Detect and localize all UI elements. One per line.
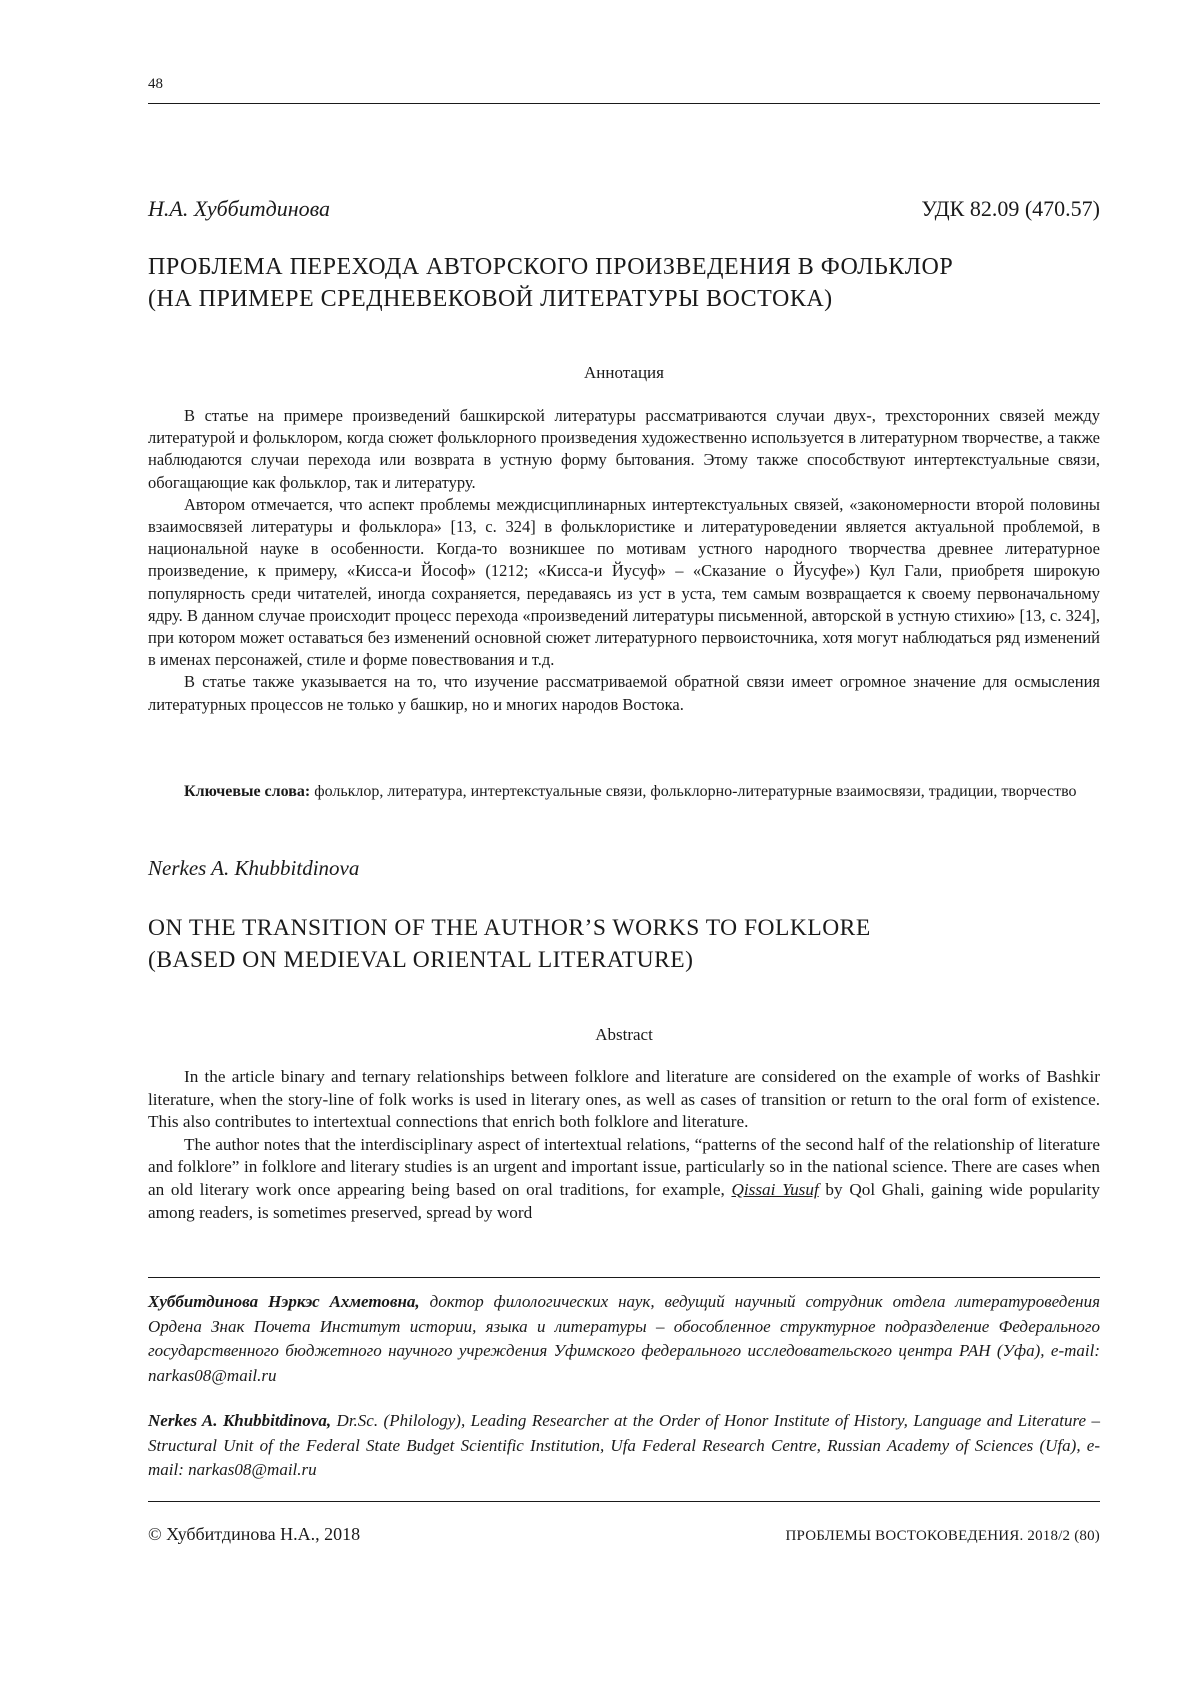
title-en-line-2: (BASED ON MEDIEVAL ORIENTAL LITERATURE) [148, 947, 694, 973]
affiliation-ru-name: Хуббитдинова Нэркэс Ахметовна, [148, 1292, 420, 1311]
annotation-paragraph-3: В статье также указывается на то, что изучение рассматриваемой обратной связи имеет огромное значение для осмысления литературных процессов не только у башкир, но и многих народов Востока. [148, 672, 1100, 714]
affiliation-en [148, 1409, 1100, 1483]
affiliation-top-rule [148, 1277, 1100, 1278]
author-udc-line [148, 196, 1100, 222]
title-en-line-1: ON THE TRANSITION OF THE AUTHOR’S WORKS TO FOLKLORE [148, 915, 871, 941]
title-ru-line-2: (НА ПРИМЕРЕ СРЕДНЕВЕКОВОЙ ЛИТЕРАТУРЫ ВОСТОКА) [148, 286, 833, 312]
affiliation-en-text: Dr.Sc. (Philology), Leading Researcher at the Order of Honor Institute of History, Language and Literature – Structural Unit of the Federal State Budget Scientific Institution, Ufa Federal Research Centre, Russian Academy of Sciences (Ufa), e-mail: narkas08@mail.ru [148, 1411, 1100, 1479]
article-title-en [148, 912, 1100, 976]
abstract-body [148, 1066, 1100, 1224]
author-name-en: Nerkes A. Khubbitdinova [148, 856, 360, 880]
abstract-heading: Abstract [595, 1025, 653, 1044]
affiliation-ru-text: доктор филологических наук, ведущий научный сотрудник отдела литературоведения Ордена Знак Почета Институт истории, языка и литературы – обособленное структурное подразделение Федерального государственного бюджетного научного учреждения Уфимского федерального исследовательского центра РАН (Уфа), e-mail: narkas08@mail.ru [148, 1292, 1100, 1385]
annotation-body [148, 405, 1100, 716]
footer-rule [148, 1501, 1100, 1502]
annotation-heading: Аннотация [584, 363, 664, 382]
affiliation-en-name: Nerkes A. Khubbitdinova, [148, 1411, 332, 1430]
keywords-label: Ключевые слова: [184, 783, 311, 800]
keywords [148, 781, 1100, 803]
annotation-paragraph-1: В статье на примере произведений башкирской литературы рассматриваются случаи двух-, трехсторонних связей между литературой и фольклором, когда сюжет фольклорного произведения художественно используется в литературном творчестве, а также наблюдаются случаи перехода или возврата в устную форму бытования. Этому также способствуют интертекстуальные связи, обогащающие как фольклор, так и литературу. [148, 406, 1100, 492]
abstract-paragraph-2 [148, 1134, 1100, 1224]
keywords-text: фольклор, литература, интертекстуальные связи, фольклорно-литературные взаимосвязи, традиции, творчество [310, 783, 1077, 800]
annotation-paragraph-2: Автором отмечается, что аспект проблемы междисциплинарных интертекстуальных связей, «закономерности второй половины взаимосвязей литературы и фольклора» [13, с. 324] в фольклористике и литературоведении является актуальной проблемой, в национальной науке в особенности. Когда-то возникшее по мотивам устного народного творчества древнее литературное произведение, к примеру, «Кисса-и Йософ» (1212; «Кисса-и Йусуф» – «Сказание о Йусуфе») Кул Гали, приобретя широкую популярность среди читателей, иногда сохраняется, передаваясь из уст в уста, тем самым возвращается к своему первоначальному ядру. В данном случае происходит процесс перехода «произведений литературы письменной, авторской в устную стихию» [13, с. 324], при котором может оставаться без изменений основной сюжет литературного первоисточника, хотя могут наблюдаться ряд изменений в именах персонажей, стиле и форме повествования и т.д. [148, 494, 1100, 670]
work-title-qissai-yusuf: Qissai Yusuf [731, 1179, 819, 1199]
article-title-ru [148, 251, 1100, 315]
title-ru-line-1: ПРОБЛЕМА ПЕРЕХОДА АВТОРСКОГО ПРОИЗВЕДЕНИЯ В ФОЛЬКЛОР [148, 254, 954, 280]
copyright: © Хуббитдинова Н.А., 2018 [148, 1524, 361, 1544]
abstract-paragraph-1: In the article binary and ternary relationships between folklore and literature are considered on the example of works of Bashkir literature, when the story-line of folk works is used in literary ones, as well as cases of transition or return to the oral form of existence. This also contributes to intertextual connections that enrich both folklore and literature. [148, 1067, 1100, 1132]
journal-issue: ПРОБЛЕМЫ ВОСТОКОВЕДЕНИЯ. 2018/2 (80) [785, 1528, 1100, 1544]
abstract-paragraph-2-end: by Qol Ghali, gaining wide popularity among readers, is sometimes preserved, spread by word [148, 1179, 1101, 1222]
page-number: 48 [148, 76, 163, 92]
author-name-ru: Н.А. Хуббитдинова [148, 196, 331, 221]
page-footer [148, 1524, 1100, 1545]
header-rule [148, 103, 1100, 104]
affiliation-ru [148, 1290, 1100, 1388]
abstract-paragraph-2-start: The author notes that the interdisciplinary aspect of intertextual relations, “patterns of the second half of the relationship of literature and folklore” in folklore and literary studies is an urgent and important issue, particularly so in the national science. There are cases when an old literary work once appearing being based on oral traditions, for example, [148, 1134, 1100, 1199]
udc-code: УДК 82.09 (470.57) [921, 196, 1100, 221]
